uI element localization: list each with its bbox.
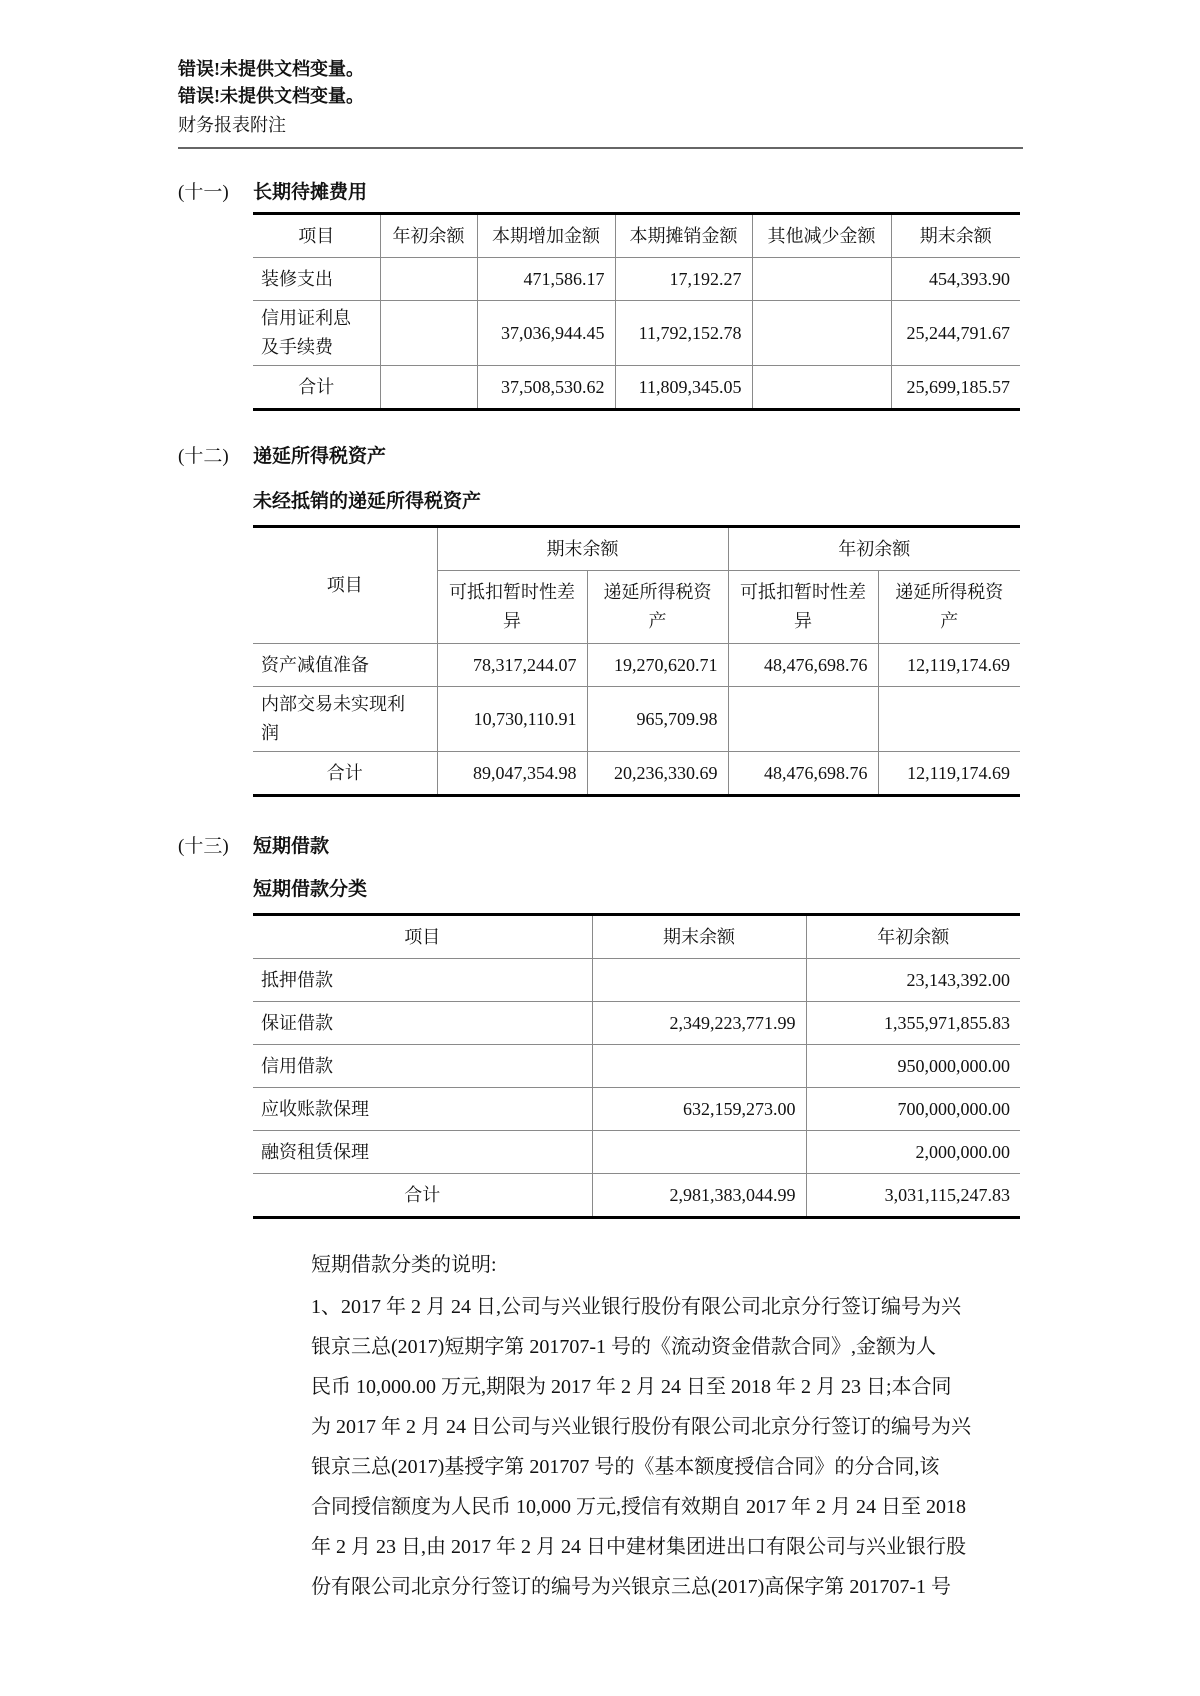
section-heading [178,441,1023,468]
document-header [178,0,1023,149]
row-label: 资产减值准备 [253,644,437,687]
cell-value [592,1131,806,1174]
row-label: 融资租赁保理 [253,1131,592,1174]
cell-value: 25,244,791.67 [891,301,1020,366]
column-header: 期末余额 [592,915,806,959]
section-deferred-tax-assets [178,441,1023,797]
page-content [178,0,1023,1607]
section-heading [178,831,1023,858]
section-title: 短期借款 [253,836,330,857]
row-label: 合计 [253,366,380,410]
section-number: (十一) [178,182,229,203]
cell-value [728,687,878,752]
table-body [253,644,1020,796]
cell-value: 89,047,354.98 [437,752,587,796]
note-line: 为 2017 年 2 月 24 日公司与兴业银行股份有限公司北京分行签订的编号为兴 [311,1416,971,1438]
section-subtitle: 短期借款分类 [253,879,368,900]
cell-value: 23,143,392.00 [806,959,1020,1002]
cell-value [752,301,891,366]
header-line-1: 错误!未提供文档变量。 [178,59,364,79]
cell-value: 11,792,152.78 [615,301,752,366]
table-row [253,959,1020,1002]
column-header: 年初余额 [380,214,477,258]
table-row [253,1045,1020,1088]
deferred-tax-assets-table [253,525,1020,797]
cell-value: 12,119,174.69 [878,752,1020,796]
section-title: 递延所得税资产 [253,446,387,467]
cell-value: 2,349,223,771.99 [592,1002,806,1045]
note-paragraph [311,1287,1023,1607]
note-heading: 短期借款分类的说明: [311,1254,497,1276]
note-line: 份有限公司北京分行签订的编号为兴银京三总(2017)高保字第 201707-1 号 [311,1576,951,1598]
column-header: 可抵扣暂时性差异 [728,571,878,644]
cell-value [878,687,1020,752]
column-header: 本期摊销金额 [615,214,752,258]
row-label: 应收账款保理 [253,1088,592,1131]
cell-value: 471,586.17 [477,258,615,301]
cell-value: 12,119,174.69 [878,644,1020,687]
cell-value: 37,508,530.62 [477,366,615,410]
table-row [253,301,1020,366]
note-line: 银京三总(2017)基授字第 201707 号的《基本额度授信合同》的分合同,该 [311,1456,940,1478]
note-line: 1、2017 年 2 月 24 日,公司与兴业银行股份有限公司北京分行签订编号为兴 [311,1296,961,1318]
header-divider [178,147,1023,149]
section-number: (十二) [178,446,229,467]
column-header: 期末余额 [891,214,1020,258]
row-label: 合计 [253,1174,592,1218]
cell-value: 950,000,000.00 [806,1045,1020,1088]
cell-value [380,301,477,366]
table-body [253,258,1020,410]
row-label: 内部交易未实现利润 [253,687,437,752]
table-row [253,752,1020,796]
note-line: 银京三总(2017)短期字第 201707-1 号的《流动资金借款合同》,金额为人 [311,1336,936,1358]
cell-value: 19,270,620.71 [587,644,728,687]
row-label: 装修支出 [253,258,380,301]
cell-value [380,366,477,410]
cell-value: 632,159,273.00 [592,1088,806,1131]
column-group-header: 期末余额 [437,527,728,571]
section-subtitle: 未经抵销的递延所得税资产 [253,491,482,512]
column-header: 递延所得税资产 [878,571,1020,644]
cell-value [380,258,477,301]
note-line: 合同授信额度为人民币 10,000 万元,授信有效期自 2017 年 2 月 24 日至 2018 [311,1496,966,1518]
cell-value: 965,709.98 [587,687,728,752]
cell-value: 2,981,383,044.99 [592,1174,806,1218]
table-row [253,258,1020,301]
short-term-borrowings-table [253,913,1020,1219]
column-header: 递延所得税资产 [587,571,728,644]
cell-value: 25,699,185.57 [891,366,1020,410]
table-body [253,959,1020,1218]
header-line-3: 财务报表附注 [178,115,286,135]
section-heading [178,177,1023,204]
cell-value: 2,000,000.00 [806,1131,1020,1174]
cell-value: 20,236,330.69 [587,752,728,796]
cell-value: 454,393.90 [891,258,1020,301]
cell-value: 48,476,698.76 [728,752,878,796]
column-header: 项目 [253,527,437,644]
cell-value: 10,730,110.91 [437,687,587,752]
cell-value: 78,317,244.07 [437,644,587,687]
row-label: 信用借款 [253,1045,592,1088]
note-line: 年 2 月 23 日,由 2017 年 2 月 24 日中建材集团进出口有限公司与兴业银行股 [311,1536,966,1558]
table-row [253,1131,1020,1174]
table-row [253,366,1020,410]
table-row [253,687,1020,752]
column-header: 可抵扣暂时性差异 [437,571,587,644]
column-group-header: 年初余额 [728,527,1020,571]
column-header: 年初余额 [806,915,1020,959]
cell-value: 11,809,345.05 [615,366,752,410]
section-short-term-borrowings [178,831,1023,1607]
table-header [253,214,1020,258]
column-header: 项目 [253,214,380,258]
column-header: 其他减少金额 [752,214,891,258]
row-label: 信用证利息及手续费 [253,301,380,366]
cell-value [752,258,891,301]
row-label: 抵押借款 [253,959,592,1002]
section-title: 长期待摊费用 [253,182,368,203]
cell-value [752,366,891,410]
row-label: 保证借款 [253,1002,592,1045]
cell-value: 37,036,944.45 [477,301,615,366]
cell-value [592,1045,806,1088]
table-header [253,527,1020,644]
column-header: 本期增加金额 [477,214,615,258]
column-header: 项目 [253,915,592,959]
table-row [253,1002,1020,1045]
cell-value: 17,192.27 [615,258,752,301]
short-term-borrowings-note [311,1245,1023,1607]
section-number: (十三) [178,836,229,857]
header-line-2: 错误!未提供文档变量。 [178,86,364,106]
table-row [253,644,1020,687]
table-header [253,915,1020,959]
row-label: 合计 [253,752,437,796]
long-term-prepaid-expenses-table [253,212,1020,411]
cell-value: 3,031,115,247.83 [806,1174,1020,1218]
section-long-term-prepaid-expenses [178,177,1023,411]
table-row [253,1088,1020,1131]
cell-value: 48,476,698.76 [728,644,878,687]
cell-value: 1,355,971,855.83 [806,1002,1020,1045]
cell-value: 700,000,000.00 [806,1088,1020,1131]
table-row [253,1174,1020,1218]
cell-value [592,959,806,1002]
note-line: 民币 10,000.00 万元,期限为 2017 年 2 月 24 日至 2018 年 2 月 23 日;本合同 [311,1376,952,1398]
